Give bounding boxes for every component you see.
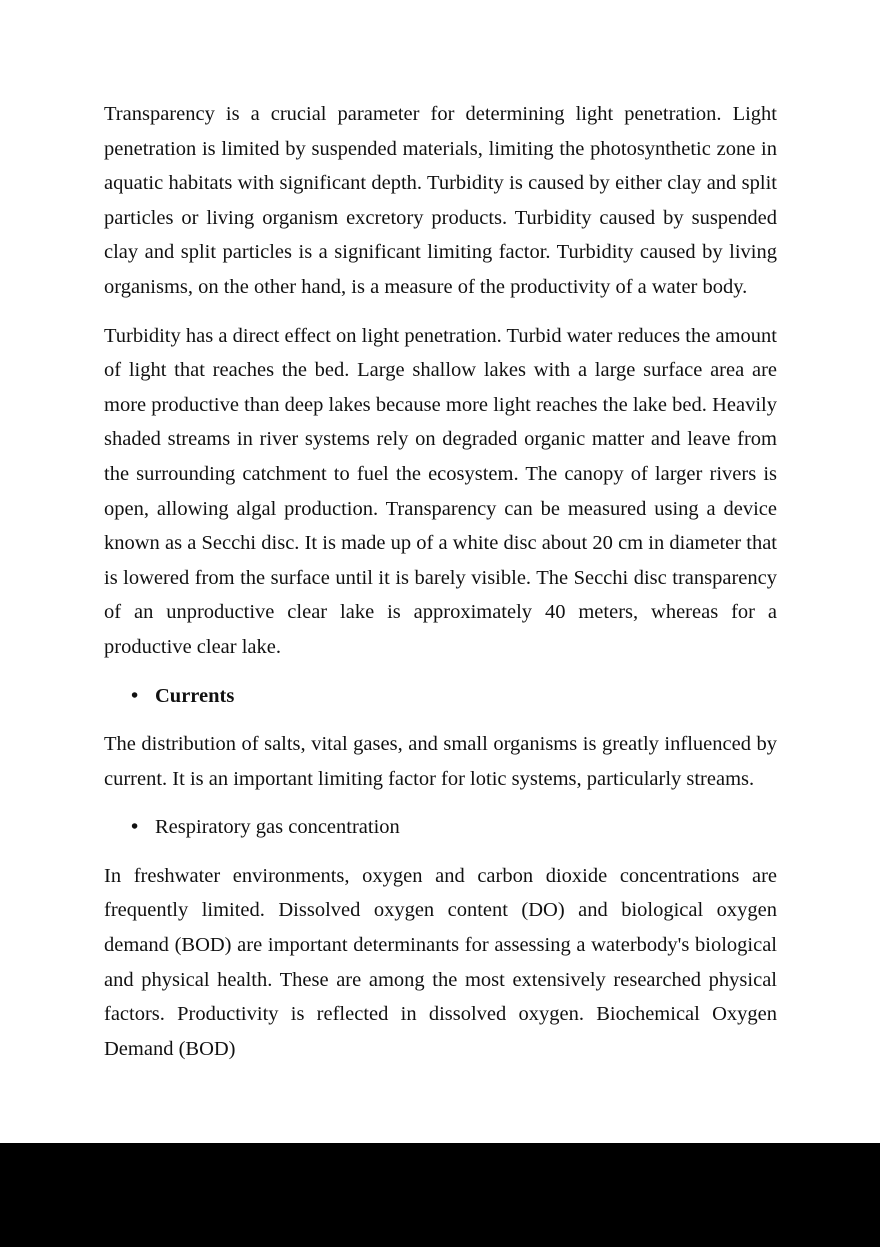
list-item-currents-label: Currents (155, 684, 235, 707)
document-body (104, 97, 777, 1080)
bottom-black-band (0, 1143, 880, 1247)
bullet-icon: • (131, 816, 139, 839)
list-item-respiratory-gas-label: Respiratory gas concentration (155, 816, 400, 839)
list-item-respiratory-gas (104, 810, 777, 845)
paragraph-respiratory-gas: In freshwater environments, oxygen and carbon dioxide concentrations are frequently limited. Dissolved oxygen content (DO) and biological oxygen demand (BOD) are important determinants for assessing a waterbody's biological and physical health. These are among the most extensively researched physical factors. Productivity is reflected in dissolved oxygen. Biochemical Oxygen Demand (BOD) (104, 864, 777, 1060)
paragraph-transparency: Transparency is a crucial parameter for determining light penetration. Light penetration is limited by suspended materials, limiting the photosynthetic zone in aquatic habitats with significant depth. Turbidity is caused by either clay and split particles or living organism excretory products. Turbidity caused by suspended clay and split particles is a significant limiting factor. Turbidity caused by living organisms, on the other hand, is a measure of the productivity of a water body. (104, 103, 777, 298)
list-item-currents (104, 679, 777, 714)
paragraph-currents: The distribution of salts, vital gases, and small organisms is greatly influenced by current. It is an important limiting factor for lotic systems, particularly streams. (104, 733, 777, 790)
paragraph-turbidity: Turbidity has a direct effect on light penetration. Turbid water reduces the amount of light that reaches the bed. Large shallow lakes with a large surface area are more productive than deep lakes because more light reaches the lake bed. Heavily shaded streams in river systems rely on degraded organic matter and leave from the surrounding catchment to fuel the ecosystem. The canopy of larger rivers is open, allowing algal production. Transparency can be measured using a device known as a Secchi disc. It is made up of a white disc about 20 cm in diameter that is lowered from the surface until it is barely visible. The Secchi disc transparency of an unproductive clear lake is approximately 40 meters, whereas for a productive clear lake. (104, 324, 777, 658)
bullet-icon: • (131, 684, 139, 707)
